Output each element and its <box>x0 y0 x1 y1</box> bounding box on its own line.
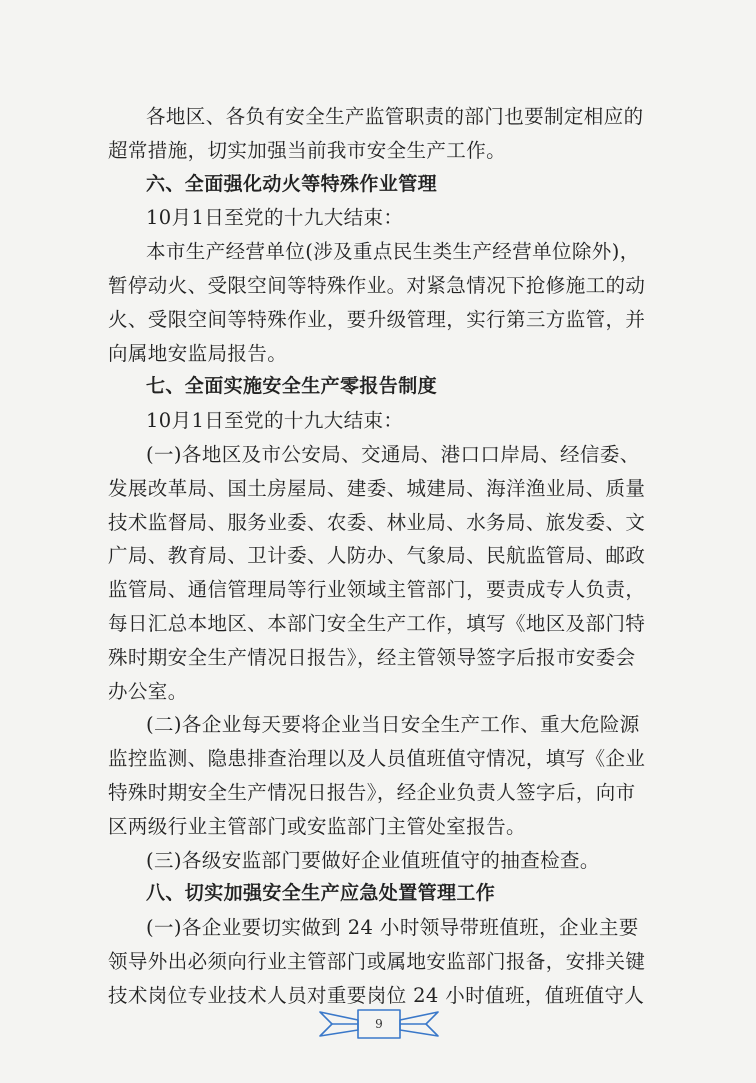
paragraph-line: 10月1日至党的十九大结束： <box>146 409 404 433</box>
section-heading: 七、全面实施安全生产零报告制度 <box>146 375 438 398</box>
section-heading: 六、全面强化动火等特殊作业管理 <box>146 172 438 195</box>
paragraph-line: 监管局、通信管理局等行业领域主管部门，要责成专人负责， <box>108 578 646 602</box>
paragraph-line: 技术监督局、服务业委、农委、林业局、水务局、旅发委、文 <box>108 510 646 534</box>
paragraph-line: 区两级行业主管部门或安监部门主管处室报告。 <box>108 814 526 838</box>
paragraph-line: 暂停动火、受限空间等特殊作业。对紧急情况下抢修施工的动 <box>108 273 646 297</box>
paragraph-line: 特殊时期安全生产情况日报告》，经企业负责人签字后，向市 <box>108 780 636 804</box>
paragraph-line: (三)各级安监部门要做好企业值班值守的抽查检查。 <box>146 848 600 872</box>
paragraph-line: 本市生产经营单位(涉及重点民生类生产经营单位除外)， <box>146 240 640 264</box>
section-heading: 八、切实加强安全生产应急处置管理工作 <box>146 882 496 905</box>
paragraph-line: 技术岗位专业技术人员对重要岗位 24 小时值班，值班值守人 <box>108 983 645 1007</box>
paragraph-line: 办公室。 <box>108 679 188 703</box>
page-footer-ornament <box>318 1004 440 1044</box>
paragraph-line: 领导外出必须向行业主管部门或属地安监部门报备，安排关键 <box>108 949 646 973</box>
paragraph-line: 向属地安监局报告。 <box>108 341 288 365</box>
paragraph-line: 殊时期安全生产情况日报告》，经主管领导签字后报市安委会 <box>108 645 636 669</box>
paragraph-line: (一)各地区及市公安局、交通局、港口口岸局、经信委、 <box>146 442 640 466</box>
paragraph-line: 监控监测、隐患排查治理以及人员值班值守情况，填写《企业 <box>108 747 646 771</box>
paragraph-line: 每日汇总本地区、本部门安全生产工作，填写《地区及部门特 <box>108 611 646 635</box>
body-text <box>108 100 648 1013</box>
paragraph-line: 超常措施，切实加强当前我市安全生产工作。 <box>108 138 507 162</box>
paragraph-line: 广局、教育局、卫计委、人防办、气象局、民航监管局、邮政 <box>108 544 646 568</box>
paragraph-line: 火、受限空间等特殊作业，要升级管理，实行第三方监管，并 <box>108 307 646 331</box>
paragraph-line: (二)各企业每天要将企业当日安全生产工作、重大危险源 <box>146 713 640 737</box>
paragraph-line: 各地区、各负有安全生产监管职责的部门也要制定相应的 <box>146 105 644 128</box>
paragraph-line: 10月1日至党的十九大结束： <box>146 206 404 230</box>
page-number: 9 <box>375 1017 383 1031</box>
paragraph-line: (一)各企业要切实做到 24 小时领导带班值班，企业主要 <box>146 916 639 940</box>
paragraph-line: 发展改革局、国土房屋局、建委、城建局、海洋渔业局、质量 <box>108 476 646 500</box>
